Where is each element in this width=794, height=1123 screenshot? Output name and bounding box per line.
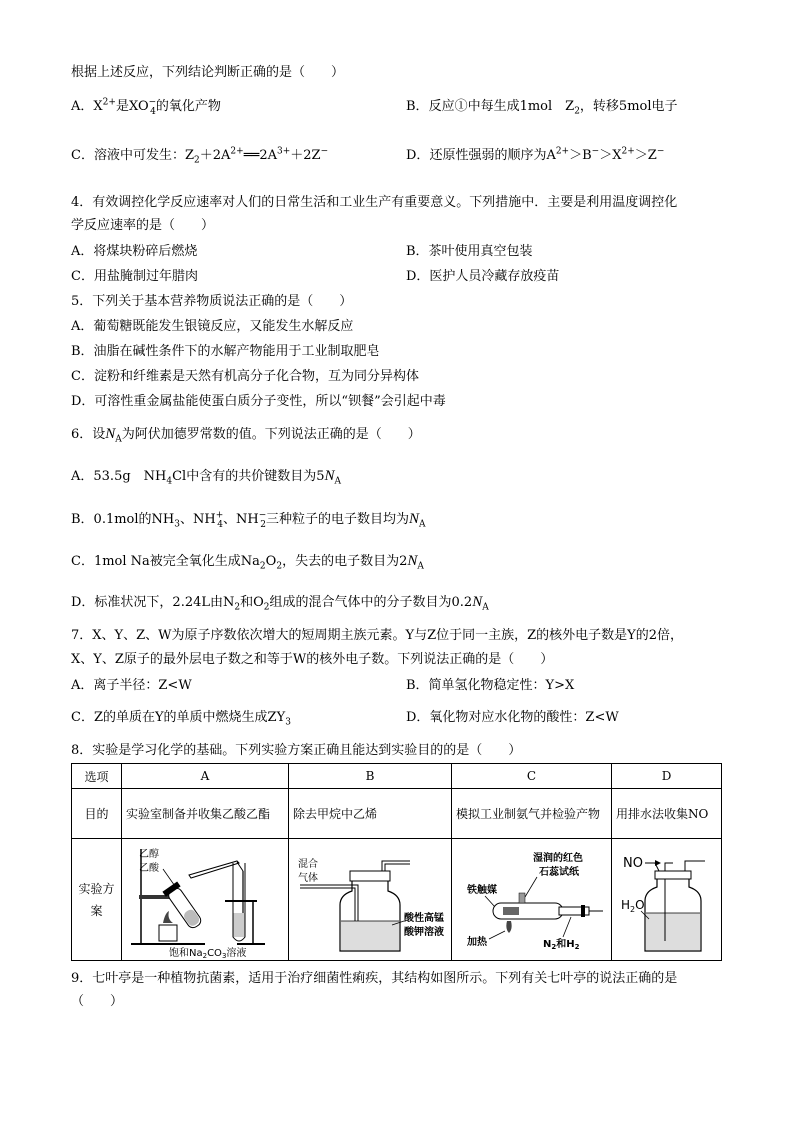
q4-option-c: C．用盐腌制过年腊肉 xyxy=(71,269,198,284)
purpose-d: 用排水法收集NO xyxy=(612,789,722,839)
table-header-row xyxy=(72,764,722,789)
fig-c-label-heat: 加热 xyxy=(466,936,487,948)
ammonia-synthesis-figure xyxy=(455,841,609,959)
q5-option-b: B．油脂在碱性条件下的水解产物能用于工业制取肥皂 xyxy=(71,344,380,359)
scheme-c-figure xyxy=(452,839,612,961)
q3-stem: 根据上述反应，下列结论判断正确的是（ ） xyxy=(71,65,345,80)
q3-option-a: A．$X^{2+}$是$XO^-_4$的氧化产物 xyxy=(71,97,221,117)
fig-d-label-water: $H_2O$ xyxy=(620,897,645,914)
fig-b-label-kmno4-2: 酸钾溶液 xyxy=(404,926,444,938)
q3-option-c: C．溶液中可发生：$Z_2+2A^{2+}══2A^{3+}+2Z^-$ xyxy=(71,146,329,166)
purpose-a: 实验室制备并收集乙酸乙酯 xyxy=(122,789,289,839)
q7-option-c: C．Z的单质在Y的单质中燃烧生成$ZY_3$ xyxy=(71,710,291,728)
water-displacement-figure xyxy=(615,841,719,959)
header-b: B xyxy=(289,764,452,789)
q7-stem-line1: 7．X、Y、Z、W为原子序数依次增大的短周期主族元素。Y与Z位于同一主族，Z的核外电子数是Y的2倍， xyxy=(71,628,684,643)
scheme-a-figure xyxy=(122,839,289,961)
q5-option-a: A．葡萄糖既能发生银镜反应，又能发生水解反应 xyxy=(71,319,354,334)
header-a: A xyxy=(122,764,289,789)
q9-stem-line2: （ ） xyxy=(71,994,124,1009)
fig-a-label-acetic-acid: 乙酸 xyxy=(139,862,159,874)
q3-option-d: D．还原性强弱的顺序为$A^{2+}>B^->X^{2+}>Z^-$ xyxy=(406,146,665,163)
q7-option-d: D．氧化物对应水化物的酸性：Z<W xyxy=(406,710,619,725)
header-d: D xyxy=(612,764,722,789)
header-c: C xyxy=(452,764,612,789)
q4-option-a: A．将煤块粉碎后燃烧 xyxy=(71,244,198,259)
q9-stem-line1: 9．七叶亭是一种植物抗菌素，适用于治疗细菌性痢疾，其结构如图所示。下列有关七叶亭的说法正确的是 xyxy=(71,971,678,986)
q4-stem-line2: 学反应速率的是（ ） xyxy=(71,218,215,233)
q4-stem-line1: 4．有效调控化学反应速率对人们的日常生活和工业生产有重要意义。下列措施中．主要是利用温度调控化 xyxy=(71,195,678,210)
q8-experiment-table xyxy=(71,763,722,961)
fig-d-label-no: NO xyxy=(622,855,643,871)
q7-option-a: A．离子半径：Z<W xyxy=(71,678,192,693)
q6-option-d: D．标准状况下，2.24L由$N_2$和$O_2$组成的混合气体中的分子数目为$0.2N_A$ xyxy=(71,594,489,613)
esterification-apparatus-figure xyxy=(125,841,285,959)
fig-b-label-mixed: 混合 xyxy=(298,858,318,870)
purpose-c: 模拟工业制氨气并检验产物 xyxy=(452,789,612,839)
q5-stem: 5．下列关于基本营养物质说法正确的是（ ） xyxy=(71,294,353,309)
fig-c-label-litmus-2: 石蕊试纸 xyxy=(538,866,579,878)
q3-option-b: B．反应①中每生成1mol $Z_2$，转移5mol电子 xyxy=(406,99,678,117)
scheme-b-figure xyxy=(289,839,452,961)
q6-option-c: C．1mol Na被完全氧化生成$Na_2O_2$，失去的电子数目为$2N_A$ xyxy=(71,553,424,572)
q8-stem: 8．实验是学习化学的基础。下列实验方案正确且能达到实验目的的是（ ） xyxy=(71,743,522,758)
q5-option-d: D．可溶性重金属盐能使蛋白质分子变性，所以“钡餐”会引起中毒 xyxy=(71,394,446,409)
purpose-label: 目的 xyxy=(72,789,122,839)
gas-washing-bottle-figure xyxy=(292,841,448,959)
table-row-purpose xyxy=(72,789,722,839)
scheme-d-figure xyxy=(612,839,722,961)
fig-a-label-ethanol: 乙醇 xyxy=(139,848,159,860)
header-option: 选项 xyxy=(72,764,122,789)
scheme-label: 实验方案 xyxy=(72,839,122,961)
q4-option-b: B．茶叶使用真空包装 xyxy=(406,244,533,259)
q4-option-d: D．医护人员冷藏存放疫苗 xyxy=(406,269,560,284)
fig-c-label-n2-h2: $N_2$和$H_2$ xyxy=(542,938,579,951)
fig-b-label-gas: 气体 xyxy=(298,872,318,884)
q6-option-a: A．53.5g $NH_4Cl$中含有的共价键数目为$5N_A$ xyxy=(71,468,342,487)
q6-option-b: B．0.1mol的$NH_3$、$NH^+_4$、$NH^-_2$三种粒子的电子数目均为$N_A$ xyxy=(71,510,426,530)
fig-c-label-catalyst: 铁触媒 xyxy=(466,884,497,896)
q5-option-c: C．淀粉和纤维素是天然有机高分子化合物，互为同分异构体 xyxy=(71,369,419,384)
fig-c-label-litmus-1: 湿润的红色 xyxy=(532,852,583,864)
q6-stem: 6．设$N_A$为阿伏加德罗常数的值。下列说法正确的是（ ） xyxy=(71,426,421,445)
table-row-scheme xyxy=(72,839,722,961)
purpose-b: 除去甲烷中乙烯 xyxy=(289,789,452,839)
fig-a-label-sodium-carbonate: 饱和$Na_2CO_3$溶液 xyxy=(169,947,247,959)
q7-option-b: B．简单氢化物稳定性：Y>X xyxy=(406,678,575,693)
fig-b-label-kmno4-1: 酸性高锰 xyxy=(404,912,444,924)
q7-stem-line2: X、Y、Z原子的最外层电子数之和等于W的核外电子数。下列说法正确的是（ ） xyxy=(71,652,554,667)
